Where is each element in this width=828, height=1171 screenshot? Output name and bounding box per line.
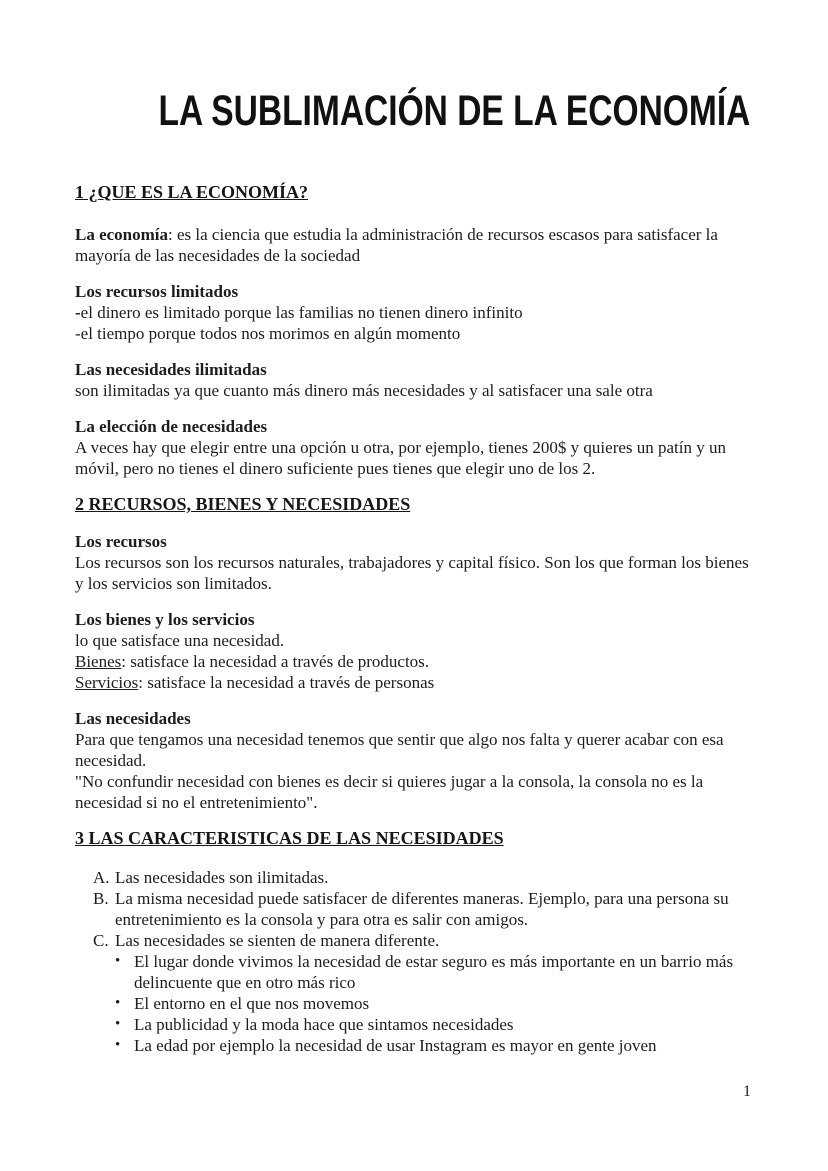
bullet-3-text: La publicidad y la moda hace que sintamos necesidades [134,1015,514,1034]
block-recursos-limitados-line2: -el tiempo porque todos nos morimos en algún momento [75,324,461,343]
block-los-recursos-text: Los recursos son los recursos naturales, trabajadores y capital físico. Son los que forman los bienes y los servicios son limitados. [75,553,749,593]
block-bienes-line [75,651,753,672]
bullet-4-marker: • [115,1037,121,1053]
section-2-heading: 2 RECURSOS, BIENES Y NECESIDADES [75,494,411,514]
block-eleccion-necesidades-heading: La elección de necesidades [75,417,268,436]
bienes-text: : satisface la necesidad a través de productos. [121,652,430,671]
block-los-recursos [75,531,753,594]
block-necesidades-ilimitadas [75,359,753,401]
block-bienes-servicios [75,609,753,693]
bullet-2-text: El entorno en el que nos movemos [134,994,370,1013]
block-eleccion-necesidades-text: A veces hay que elegir entre una opción u otra, por ejemplo, tienes 200$ y quieres un patín y un móvil, pero no tienes el dinero suficiente pues tienes que elegir uno de los 2. [75,438,727,478]
list-item-a [75,867,753,888]
block-las-necesidades-heading: Las necesidades [75,709,191,728]
bienes-label: Bienes [75,652,122,671]
bullet-3-marker: • [115,1016,121,1032]
document-title: LA SUBLIMACIÓN DE LA ECONOMÍA [158,87,751,135]
section-3-heading: 3 LAS CARACTERISTICAS DE LAS NECESIDADES [75,828,504,848]
block-bienes-servicios-heading: Los bienes y los servicios [75,610,255,629]
characteristics-list [75,867,753,1056]
bullet-item-3 [75,1014,753,1035]
block-servicios-line [75,672,753,693]
block-necesidades-ilimitadas-text: son ilimitadas ya que cuanto más dinero más necesidades y al satisfacer una sale otra [75,381,653,400]
list-item-b [75,888,753,930]
servicios-text: : satisface la necesidad a través de personas [138,673,435,692]
section-1-heading: 1 ¿QUE ES LA ECONOMÍA? [75,182,309,202]
block-las-necesidades-text2: "No confundir necesidad con bienes es decir si quieres jugar a la consola, la consola no es la necesidad si no el entretenimiento". [75,772,704,812]
bullet-2-marker: • [115,995,121,1011]
paragraph-la-economia [75,224,753,266]
list-item-a-text: Las necesidades son ilimitadas. [115,868,329,887]
page-number: 1 [743,1083,751,1100]
block-recursos-limitados-line1 [75,302,753,323]
bold-dash: - [75,303,81,322]
block-recursos-limitados [75,281,753,344]
list-item-b-marker: B. [93,889,109,908]
block-eleccion-necesidades [75,416,753,479]
paragraph-la-economia-text: : es la ciencia que estudia la administración de recursos escasos para satisfacer la mayoría de las necesidades de la sociedad [75,225,718,265]
list-item-b-text: La misma necesidad puede satisfacer de diferentes maneras. Ejemplo, para una persona su entretenimiento es la consola y para otra es salir con amigos. [115,889,729,929]
list-item-c [75,930,753,951]
servicios-label: Servicios [75,673,139,692]
bullet-1-text: El lugar donde vivimos la necesidad de estar seguro es más importante en un barrio más delincuente que en otro más rico [134,952,734,992]
paragraph-la-economia-lead: La economía [75,225,169,244]
block-las-necesidades [75,708,753,813]
block-recursos-limitados-line1-text: el dinero es limitado porque las familias no tienen dinero infinito [80,303,523,322]
list-item-a-marker: A. [93,868,110,887]
block-los-recursos-heading: Los recursos [75,532,167,551]
bullet-1-marker: • [115,953,121,969]
block-bienes-servicios-line1: lo que satisface una necesidad. [75,631,285,650]
bullet-4-text: La edad por ejemplo la necesidad de usar Instagram es mayor en gente joven [134,1036,657,1055]
bullet-item-4 [75,1035,753,1056]
block-las-necesidades-text1: Para que tengamos una necesidad tenemos que sentir que algo nos falta y querer acabar con esa necesidad. [75,730,724,770]
list-item-c-marker: C. [93,931,109,950]
block-necesidades-ilimitadas-heading: Las necesidades ilimitadas [75,360,267,379]
block-recursos-limitados-heading: Los recursos limitados [75,282,239,301]
list-item-c-text: Las necesidades se sienten de manera diferente. [115,931,440,950]
title-row [75,84,753,138]
bullet-item-1 [75,951,753,993]
bullet-item-2 [75,993,753,1014]
